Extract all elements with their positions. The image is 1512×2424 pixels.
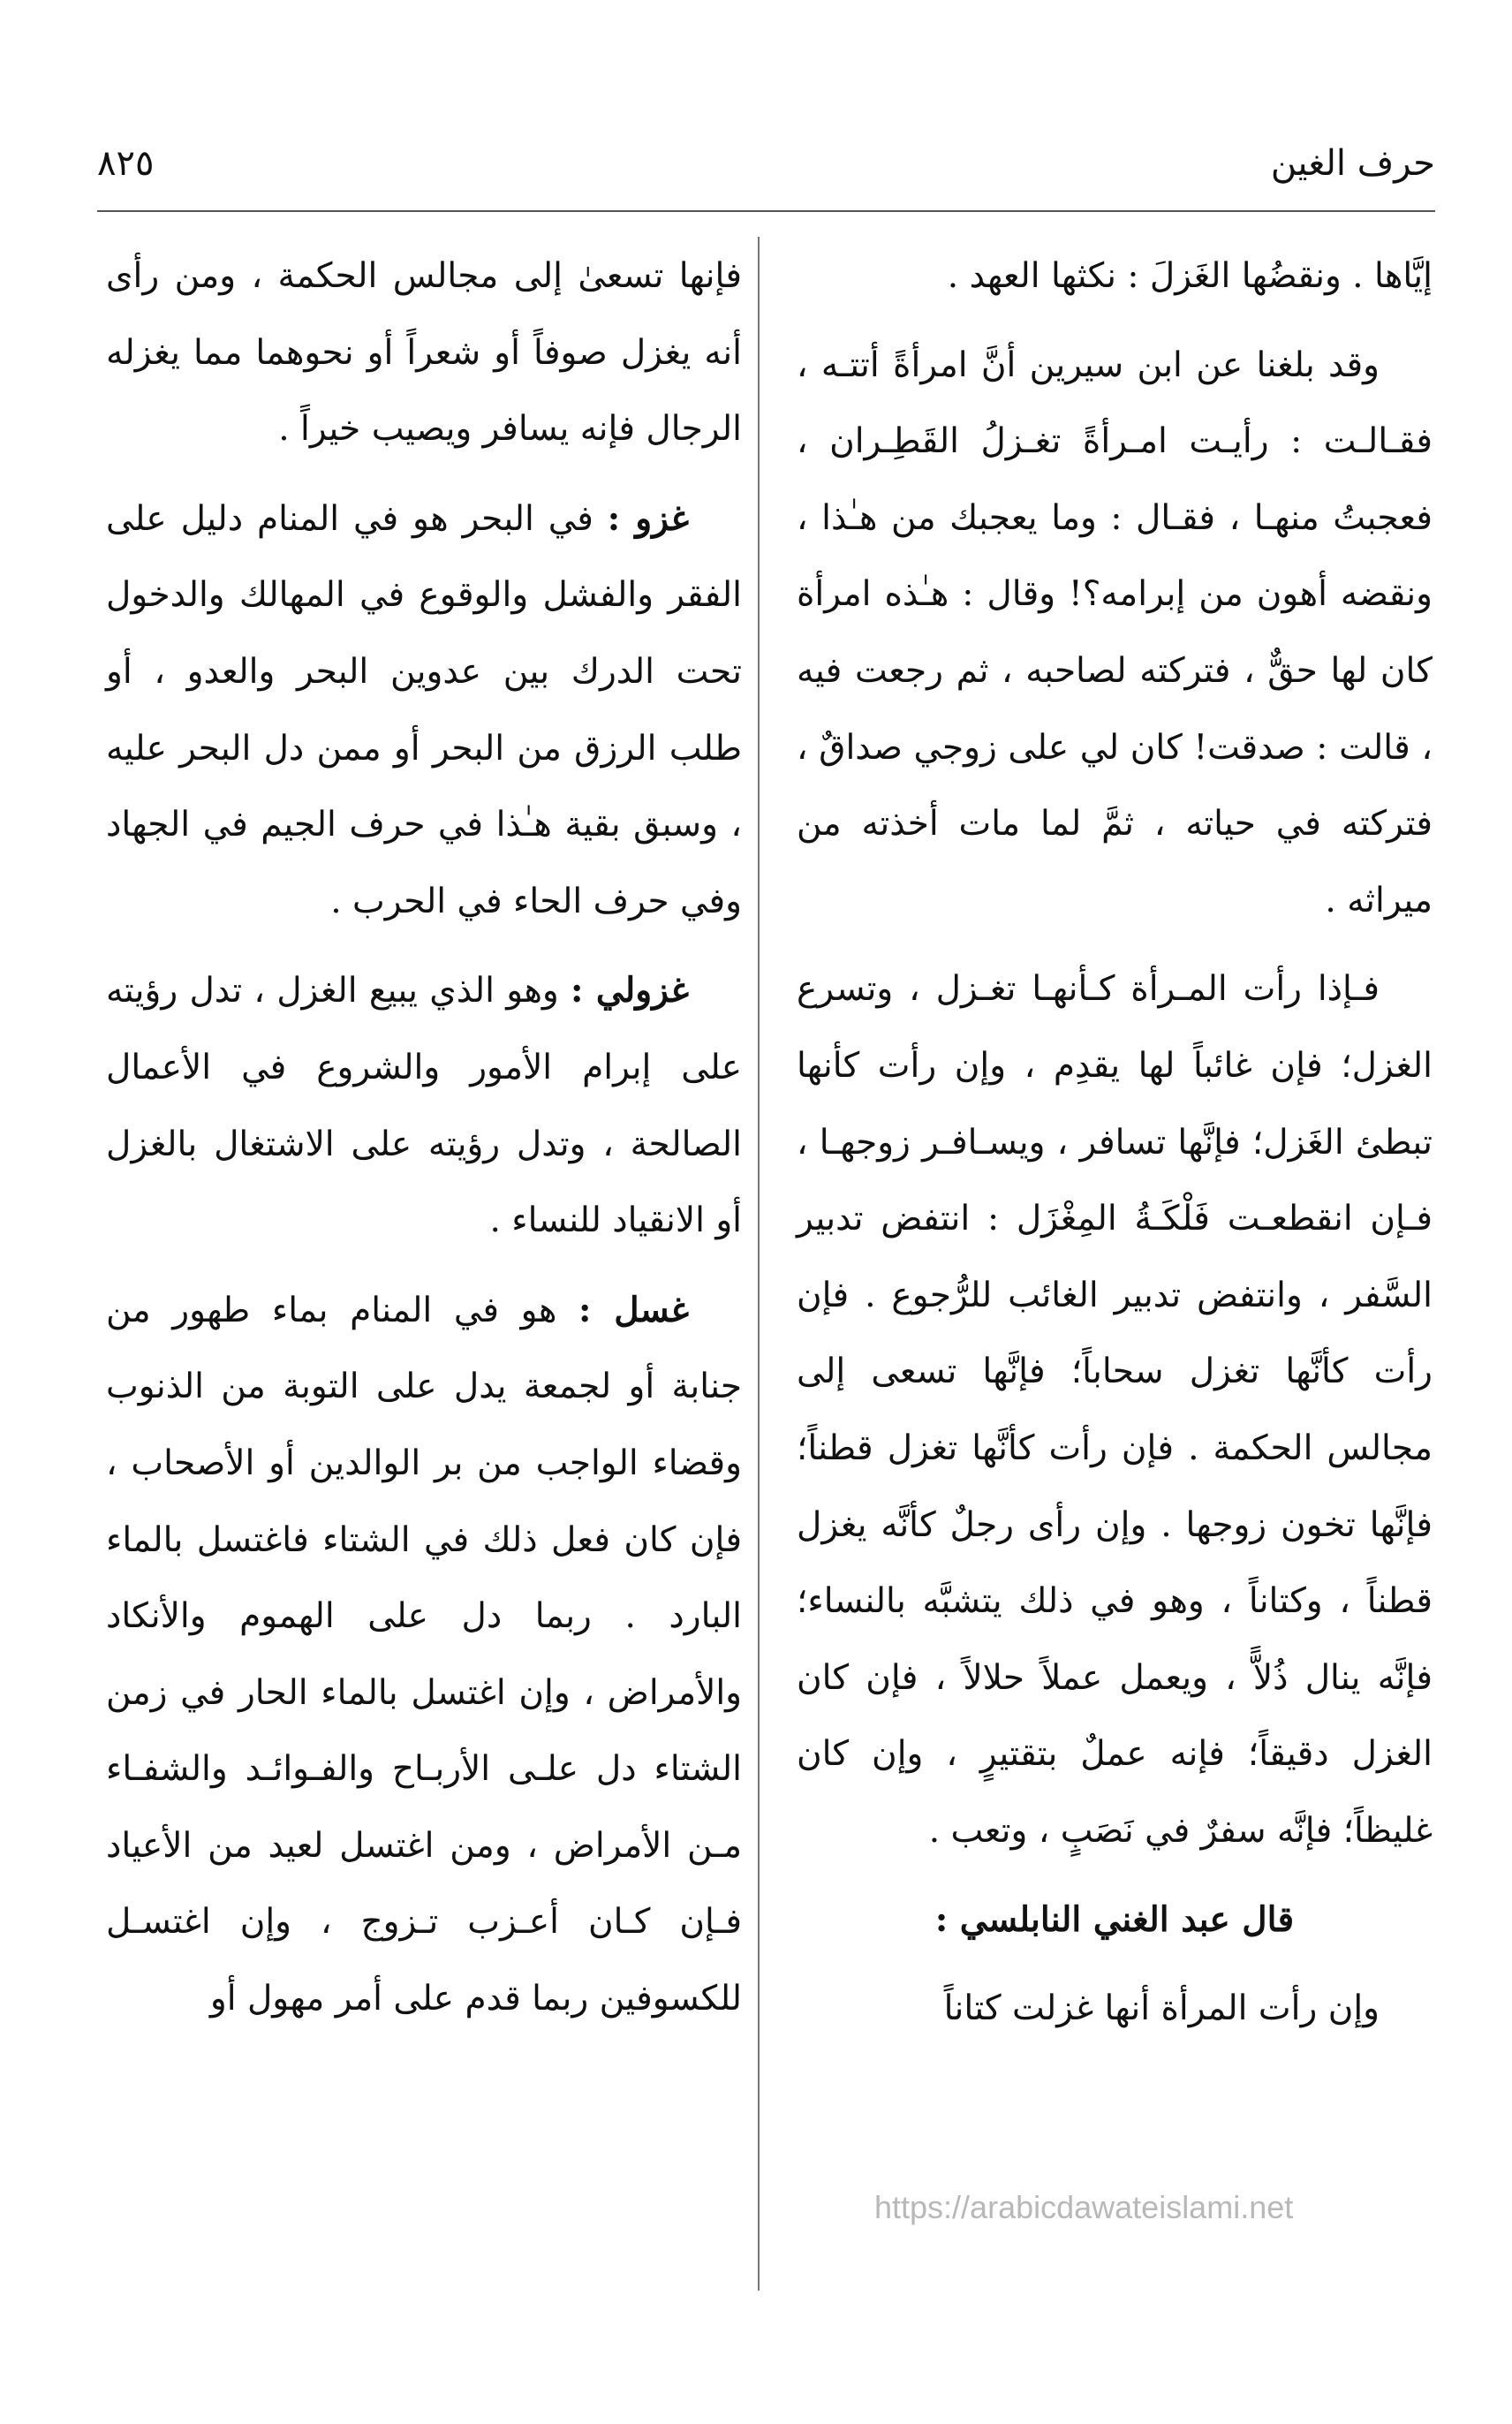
entry-text: هو في المنام بماء طهور من جنابة أو لجمعة يدل على التوبة من الذنوب وقضاء الواجب من بر الوالدين أو الأصحاب ، فإن كان فعل ذلك في الشتاء فاغتسل بالماء البارد . ربما دل على الهموم والأنكاد والأمراض ، وإن اغتسل بالماء الحار في زمن الشتاء دل علـى الأربـاح والفـوائـد والشفـاء مـن الأمراض ، ومن اغتسل لعيد من الأعياد فـإن كـان أعـزب تـزوج ، وإن اغتسـل للكسوفين ربما قدم على أمر مهول أو: [106, 1290, 742, 2019]
entry-term: غسل :: [578, 1289, 689, 1330]
paragraph: وإن رأت المرأة أنها غزلت كتاناً: [943, 1988, 1380, 2029]
entry-term: غزو :: [607, 497, 689, 539]
entry-ghazw: [106, 481, 742, 941]
entry-term: غزولي :: [571, 970, 689, 1011]
header-rule: [97, 210, 1435, 212]
entry-ghusl: [106, 1272, 742, 2038]
column-divider: [758, 237, 760, 2291]
paragraph: فإنها تسعىٰ إلى مجالس الحكمة ، ومن رأى أنه يغزل صوفاً أو شعراً أو نحوهما مما يغزله الرجال فإنه يسافر ويصيب خيراً .: [106, 256, 742, 450]
paragraph: فـإذا رأت المـرأة كـأنهـا تغـزل ، وتسرع الغزل؛ فإن غائباً لها يقدِم ، وإن رأت كأنها تبطئ الغَزل؛ فإنَّها تسافر ، ويسـافـر زوجهـا ، فـإن انقطعـت فَلْكَـةُ المِغْزَل : انتفض تدبير السَّفر ، وانتفض تدبير الغائب للرُّجوع . فإن رأت كأنَّها تغزل سحاباً؛ فإنَّها تسعى إلى مجالس الحكمة . فإن رأت كأنَّها تغزل قطناً؛ فإنَّها تخون زوجها . وإن رأى رجلٌ كأنَّه يغزل قطناً ، وكتاناً ، وهو في ذلك يتشبَّه بالنساء؛ فإنَّه ينال ذُلاًّ ، ويعمل عملاً حلالاً ، فإن كان الغزل دقيقاً؛ فإنه عملٌ بتقتيرٍ ، وإن كان غليظاً؛ فإنَّه سفرٌ في نَصَبٍ ، وتعب .: [797, 969, 1433, 1851]
page-header: [97, 133, 1435, 194]
paragraph: وقد بلغنا عن ابن سيرين أنَّ امرأةً أتتـه ، فقـالـت : رأيـت امـرأةً تغـزلُ القَطِـران ، فعجبتُ منهـا ، فقـال : وما يعجبك من هـٰذا ، ونقضه أهون من إبرامه؟! وقال : هـٰذه امرأة كان لها حقٌّ ، فتركته لصاحبه ، ثم رجعت فيه ، قالت : صدقت! كان لي على زوجي صداقٌ ، فتركته في حياته ، ثمَّ لما مات أخذته من ميراثه .: [797, 345, 1433, 920]
page-number: ٨٢٥: [97, 143, 155, 184]
running-head: حرف الغين: [1270, 143, 1435, 184]
entry-ghazuli: [106, 952, 742, 1259]
watermark-url: https://arabicdawateislami.net: [874, 2189, 1294, 2225]
section-heading: قال عبد الغني النابلسي :: [934, 1899, 1295, 1941]
entry-text: وهو الذي يبيع الغزل ، تدل رؤيته على إبرام الأمور والشروع في الأعمال الصالحة ، وتدل رؤيته على الاشتغال بالغزل أو الانقياد للنساء .: [106, 971, 742, 1241]
right-column: [797, 239, 1433, 2048]
paragraph: إيَّاها . ونقضُها الغَزلَ : نكثها العهد .: [947, 256, 1433, 296]
left-column: [106, 239, 742, 2038]
entry-text: في البحر هو في المنام دليل على الفقر والفشل والوقوع في المهالك والدخول تحت الدرك بين عدوين البحر والعدو ، أو طلب الرزق من البحر أو ممن دل البحر عليه ، وسبق بقية هـٰذا في حرف الجيم في الجهاد وفي حرف الحاء في الحرب .: [106, 498, 742, 921]
